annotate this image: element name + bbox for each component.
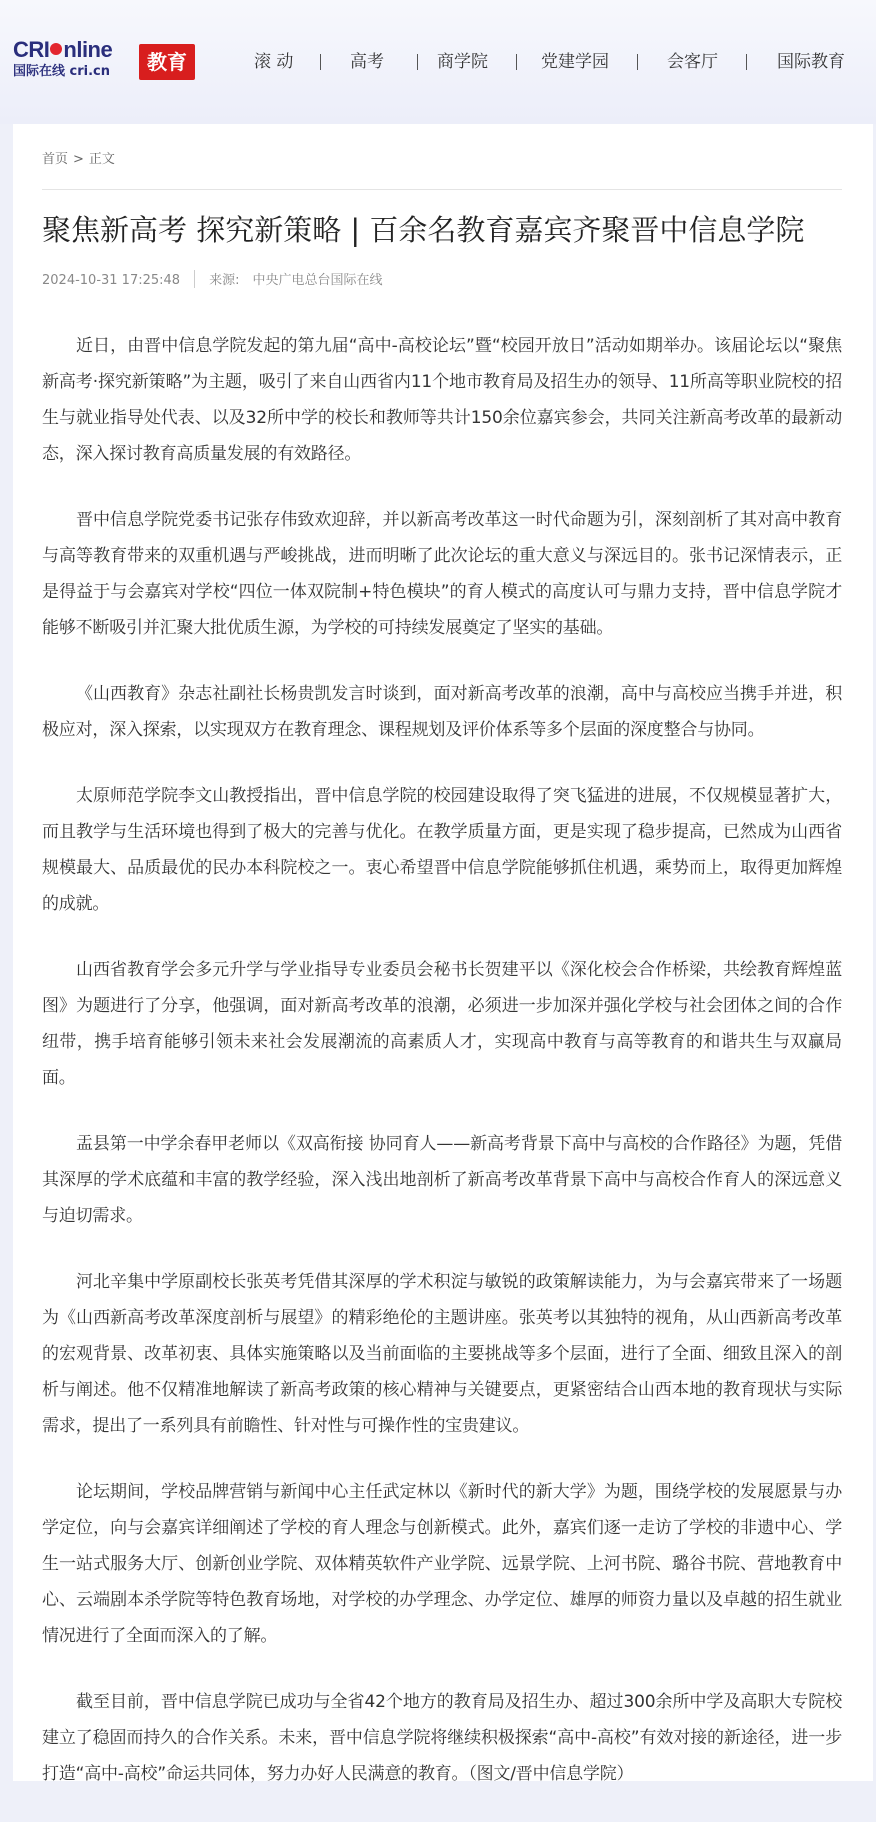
nav-item-rolling[interactable]: 滚 动 [254, 52, 294, 72]
source-value: 中央广电总台国际在线 [252, 273, 383, 288]
article-title: 聚焦新高考 探究新策略 | 百余名教育嘉宾齐聚晋中信息学院 [42, 213, 805, 247]
nav-item-party-building[interactable]: 党建学园 [541, 52, 609, 72]
nav-item-reception-hall[interactable]: 会客厅 [667, 52, 718, 72]
breadcrumb-home-link[interactable]: 首页 [42, 152, 69, 167]
nav-separator [637, 54, 638, 70]
header-divider [42, 189, 842, 190]
nav-separator [320, 54, 321, 70]
nav-separator [746, 54, 747, 70]
breadcrumb [42, 151, 115, 169]
nav-item-business-school[interactable]: 商学院 [437, 52, 488, 72]
site-header [0, 0, 876, 124]
article-paragraph: 盂县第一中学余春甲老师以《双高衔接 协同育人——新高考背景下高中与高校的合作路径》为题，凭借其深厚的学术底蕴和丰富的教学经验，深入浅出地剖析了新高考改革背景下高中与高校合作育人的深远意义与迫切需求。 [42, 1134, 842, 1226]
nav-item-international-education[interactable]: 国际教育 [777, 52, 845, 72]
publish-datetime: 2024-10-31 17:25:48 [42, 273, 181, 288]
article-paragraph: 山西省教育学会多元升学与学业指导专业委员会秘书长贺建平以《深化校会合作桥梁，共绘教育辉煌蓝图》为题进行了分享，他强调，面对新高考改革的浪潮，必须进一步加深并强化学校与社会团体之间的合作纽带，携手培育能够引领未来社会发展潮流的高素质人才，实现高中教育与高等教育的和谐共生与双赢局面。 [42, 960, 842, 1088]
article-paragraph: 《山西教育》杂志社副社长杨贵凯发言时谈到，面对新高考改革的浪潮，高中与高校应当携手并进，积极应对，深入探索，以实现双方在教育理念、课程规划及评价体系等多个层面的深度整合与协同。 [42, 684, 842, 740]
article-paragraph: 近日，由晋中信息学院发起的第九届“高中-高校论坛”暨“校园开放日”活动如期举办。该届论坛以“聚焦新高考·探究新策略”为主题，吸引了来自山西省内11个地市教育局及招生办的领导、11所高等职业院校的招生与就业指导处代表、以及32所中学的校长和教师等共计150余位嘉宾参会，共同关注新高考改革的最新动态，深入探讨教育高质量发展的有效路径。 [42, 336, 842, 464]
main-nav [0, 50, 876, 74]
logo-subtitle: 国际在线 cri.cn [13, 64, 110, 79]
breadcrumb-current: 正文 [88, 152, 115, 167]
article-paragraph: 论坛期间，学校品牌营销与新闻中心主任武定林以《新时代的新大学》为题，围绕学校的发展愿景与办学定位，向与会嘉宾详细阐述了学校的育人理念与创新模式。此外，嘉宾们逐一走访了学校的非遗中心、学生一站式服务大厅、创新创业学院、双体精英软件产业学院、远景学院、上河书院、璐谷书院、营地教育中心、云端剧本杀学院等特色教育场地，对学校的办学理念、办学定位、雄厚的师资力量以及卓越的招生就业情况进行了全面而深入的了解。 [42, 1482, 842, 1646]
article-meta [42, 270, 382, 290]
article-body [42, 328, 842, 1822]
channel-badge: 教育 [139, 44, 195, 80]
logo-wordmark: CRI nline [13, 37, 113, 62]
article-paragraph: 截至目前，晋中信息学院已成功与全省42个地方的教育局及招生办、超过300余所中学及高职大专院校建立了稳固而持久的合作关系。未来，晋中信息学院将继续积极探索“高中-高校”有效对接的新途径，进一步打造“高中-高校”命运共同体，努力办好人民满意的教育。（图文/晋中信息学院） [42, 1692, 842, 1784]
source-label: 来源: [209, 273, 240, 288]
meta-separator [194, 270, 195, 288]
article-paragraph: 晋中信息学院党委书记张存伟致欢迎辞，并以新高考改革这一时代命题为引，深刻剖析了其对高中教育与高等教育带来的双重机遇与严峻挑战，进而明晰了此次论坛的重大意义与深远目的。张书记深情表示，正是得益于与会嘉宾对学校“四位一体双院制+特色模块”的育人模式的高度认可与鼎力支持，晋中信息学院才能够不断吸引并汇聚大批优质生源，为学校的可持续发展奠定了坚实的基础。 [42, 510, 842, 638]
breadcrumb-separator: > [73, 152, 84, 167]
article-paragraph: 太原师范学院李文山教授指出，晋中信息学院的校园建设取得了突飞猛进的进展，不仅规模显著扩大，而且教学与生活环境也得到了极大的完善与优化。在教学质量方面，更是实现了稳步提高，已然成为山西省规模最大、品质最优的民办本科院校之一。衷心希望晋中信息学院能够抓住机遇，乘势而上，取得更加辉煌的成就。 [42, 786, 842, 914]
nav-separator [516, 54, 517, 70]
nav-separator [417, 54, 418, 70]
article-paragraph: 河北辛集中学原副校长张英考凭借其深厚的学术积淀与敏锐的政策解读能力，为与会嘉宾带来了一场题为《山西新高考改革深度剖析与展望》的精彩绝伦的主题讲座。张英考以其独特的视角，从山西新高考改革的宏观背景、改革初衷、具体实施策略以及当前面临的主要挑战等多个层面，进行了全面、细致且深入的剖析与阐述。他不仅精准地解读了新高考政策的核心精神与关键要点，更紧密结合山西本地的教育现状与实际需求，提出了一系列具有前瞻性、针对性与可操作性的宝贵建议。 [42, 1272, 842, 1436]
article-card [13, 124, 873, 1784]
nav-item-gaokao[interactable]: 高考 [350, 52, 384, 72]
